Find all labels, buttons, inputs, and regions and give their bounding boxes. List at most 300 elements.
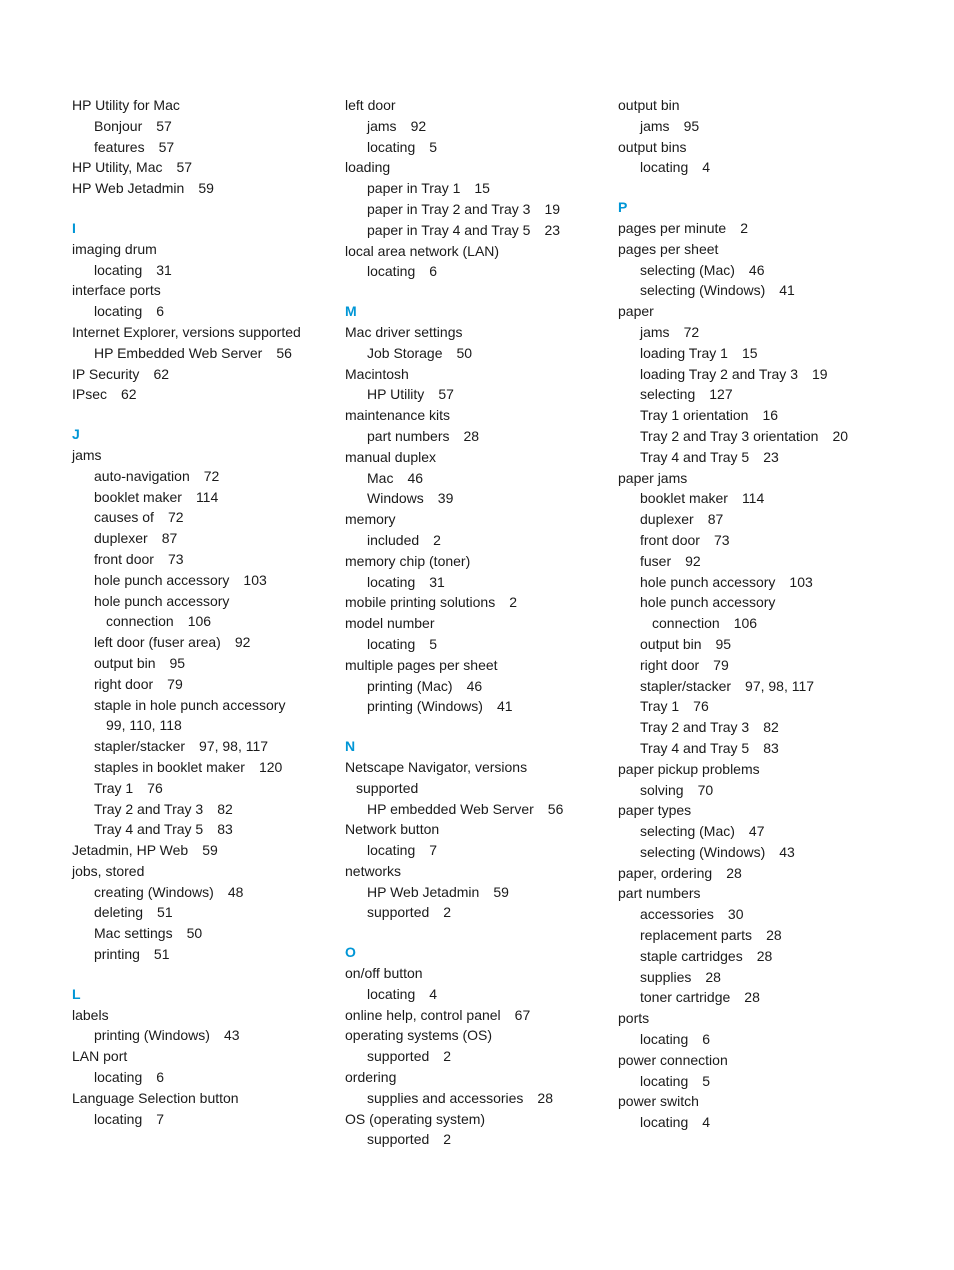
page-reference-link[interactable]: 73: [713, 531, 730, 548]
index-subentry: [618, 260, 888, 281]
page-reference-link[interactable]: 41: [496, 698, 513, 715]
index-entry: [345, 551, 615, 572]
index-term: stapler/stacker: [94, 738, 186, 755]
index-term: on/off button: [345, 965, 423, 982]
index-subentry: [618, 821, 888, 842]
page-reference-link[interactable]: 70: [697, 781, 714, 798]
index-term: IP Security: [72, 365, 140, 382]
page-reference-link[interactable]: 114: [741, 490, 765, 507]
page-reference-link[interactable]: 59: [493, 883, 509, 900]
index-subentry: [72, 944, 342, 965]
page-reference-link[interactable]: 43: [779, 843, 795, 860]
index-term: operating systems (OS): [345, 1027, 493, 1044]
page-reference-link[interactable]: 57: [156, 117, 172, 134]
index-term: output bin: [618, 97, 680, 113]
index-entry: [618, 1091, 888, 1112]
index-term: LAN port: [72, 1048, 128, 1065]
index-subentry: [345, 634, 615, 655]
index-letter-heading: L: [72, 985, 81, 1002]
index-subentry: [345, 116, 615, 137]
page-reference-link[interactable]: 20: [832, 427, 849, 444]
page-reference-link[interactable]: 41: [779, 282, 795, 299]
page-reference-link[interactable]: 57: [158, 138, 175, 155]
page-reference-link[interactable]: 47: [748, 823, 765, 840]
index-term: pages per minute: [618, 219, 727, 236]
index-term: jams: [640, 117, 670, 134]
index-term: Tray 4 and Tray 5: [640, 739, 750, 756]
index-term: supported: [367, 904, 430, 921]
page-reference-link[interactable]: 57: [176, 159, 193, 176]
index-term: printing: [94, 946, 140, 963]
page-reference-link[interactable]: 5: [702, 1072, 711, 1089]
index-subentry: [72, 778, 342, 799]
page-reference-link[interactable]: 23: [763, 448, 779, 465]
page-reference-link[interactable]: 83: [217, 821, 233, 838]
index-term: paper types: [618, 802, 692, 819]
page-reference-link[interactable]: 2: [443, 1048, 452, 1065]
index-entry: [72, 1088, 342, 1109]
index-term: hole punch accessory: [94, 592, 230, 609]
index-subentry: [72, 799, 342, 820]
index-letter-heading: N: [345, 738, 356, 755]
page-reference-link[interactable]: 127: [709, 386, 733, 403]
index-subentry: [72, 301, 342, 322]
index-term: creating (Windows): [94, 883, 214, 900]
index-term: manual duplex: [345, 448, 437, 465]
page-reference-link[interactable]: 106: [187, 613, 212, 630]
index-subentry: [72, 137, 342, 158]
index-term: jams: [640, 323, 670, 340]
index-subentry: [345, 572, 615, 593]
index-subentry: [72, 487, 342, 508]
index-term: Mac driver settings: [345, 323, 463, 340]
index-entry: [618, 468, 888, 489]
page-reference-link[interactable]: 19: [812, 365, 828, 382]
index-term: features: [94, 138, 145, 155]
page-reference-link[interactable]: 46: [407, 469, 424, 486]
page-reference-link[interactable]: 2: [740, 219, 748, 236]
index-subentry: [618, 280, 888, 301]
index-term: selecting (Mac): [640, 823, 735, 840]
page-reference-link[interactable]: 72: [167, 509, 184, 526]
page-reference-link[interactable]: 83: [763, 739, 779, 756]
index-entry: [72, 840, 342, 861]
index-term: networks: [345, 862, 402, 879]
page-reference-link[interactable]: 6: [156, 1069, 165, 1086]
section-gap: [72, 965, 342, 984]
index-term: replacement parts: [640, 927, 753, 944]
index-term: Bonjour: [94, 117, 143, 134]
index-term: HP embedded Web Server: [367, 800, 534, 817]
page-reference-link[interactable]: 72: [203, 467, 220, 484]
page-reference-link[interactable]: 5: [429, 138, 438, 155]
index-letter-heading: O: [345, 944, 356, 961]
index-subentry: [345, 530, 615, 551]
page-reference-link[interactable]: 62: [121, 386, 137, 403]
index-subentry: [345, 426, 615, 447]
index-term: online help, control panel: [345, 1006, 501, 1023]
page-reference-link[interactable]: 15: [474, 180, 490, 197]
index-subentry: [345, 840, 615, 861]
index-term: staple cartridges: [640, 947, 743, 964]
index-term: locating: [367, 842, 416, 859]
index-term: locating: [640, 159, 689, 176]
index-entry: [618, 218, 888, 239]
index-subentry: [345, 468, 615, 489]
page-reference-link[interactable]: 28: [726, 864, 742, 881]
index-letter-heading: P: [618, 199, 628, 216]
index-subentry: [345, 1129, 615, 1150]
index-term: causes of: [94, 509, 154, 526]
index-subentry: [618, 842, 888, 863]
index-subentry: [618, 696, 888, 717]
section-gap: [345, 717, 615, 736]
index-term: part numbers: [618, 885, 701, 902]
index-entry: [618, 95, 888, 116]
page-reference-link[interactable]: 95: [683, 117, 700, 134]
page-reference-link[interactable]: 67: [514, 1006, 531, 1023]
index-term: HP Utility for Mac: [72, 97, 180, 113]
index-term: printing (Windows): [367, 698, 483, 715]
index-subentry: [72, 570, 342, 591]
index-term: output bin: [94, 654, 156, 671]
page-reference-link[interactable]: 7: [429, 842, 438, 859]
page-reference-link[interactable]: 59: [198, 180, 214, 197]
page-reference-link[interactable]: 103: [789, 573, 813, 590]
page-reference-link[interactable]: 48: [227, 883, 244, 900]
index-term: auto-navigation: [94, 467, 190, 484]
index-subentry: [345, 902, 615, 923]
page-reference-link[interactable]: 120: [258, 758, 283, 775]
index-entry: [345, 861, 615, 882]
page-reference-link[interactable]: 39: [437, 490, 454, 507]
index-term: Tray 4 and Tray 5: [640, 448, 750, 465]
index-term: OS (operating system): [345, 1110, 486, 1127]
page-reference-link[interactable]: 2: [509, 594, 517, 611]
page-reference-link[interactable]: 28: [705, 968, 721, 985]
index-term: staples in booklet maker: [94, 758, 245, 775]
index-subentry: [72, 507, 342, 528]
index-subentry: [72, 736, 342, 757]
index-entry: [618, 883, 888, 904]
page-reference-link[interactable]: 76: [693, 698, 709, 715]
page-reference-link[interactable]: 2: [443, 904, 452, 921]
index-term: Tray 2 and Tray 3: [94, 800, 204, 817]
index-term: connection: [106, 613, 174, 630]
index-subentry: [345, 261, 615, 282]
index-subentry: [72, 343, 342, 364]
page-reference-link[interactable]: 46: [748, 261, 765, 278]
index-subentry: [72, 882, 342, 903]
index-entry: [72, 280, 342, 301]
index-subentry: [618, 946, 888, 967]
index-entry: [618, 301, 888, 322]
index-term: model number: [345, 615, 435, 632]
index-term: multiple pages per sheet: [345, 656, 498, 673]
index-term: stapler/stacker: [640, 677, 732, 694]
index-entry: [345, 613, 615, 634]
page-reference-link[interactable]: 6: [702, 1031, 711, 1048]
page-reference-link[interactable]: 62: [153, 365, 170, 382]
index-subentry: [345, 137, 615, 158]
index-term: paper, ordering: [618, 864, 713, 881]
index-term: Netscape Navigator, versions: [345, 758, 528, 775]
index-subentry: [72, 674, 342, 695]
index-term: pages per sheet: [618, 240, 719, 257]
index-term: selecting: [640, 386, 696, 403]
index-term: paper in Tray 2 and Tray 3: [367, 200, 531, 217]
index-entry: [72, 95, 342, 116]
index-entry: [72, 322, 342, 343]
index-term: left door: [345, 97, 396, 113]
index-term: IPsec: [72, 386, 108, 403]
page-reference-link[interactable]: 79: [713, 656, 729, 673]
index-term: locating: [94, 1069, 143, 1086]
index-subentry: [345, 178, 615, 199]
index-subentry: [618, 925, 888, 946]
page-reference-link[interactable]: 114: [195, 488, 219, 505]
index-entry: [72, 384, 342, 405]
index-subentry: [345, 488, 615, 509]
page-reference-link[interactable]: 28: [766, 927, 782, 944]
index-term: supported: [356, 779, 419, 796]
page-reference-link[interactable]: 2: [433, 531, 441, 548]
index-entry: [618, 1008, 888, 1029]
index-entry: [345, 364, 615, 385]
index-subentry: [618, 1071, 888, 1092]
page-reference-link[interactable]: 92: [234, 634, 251, 651]
page-reference-link[interactable]: 30: [727, 906, 744, 923]
index-term: paper in Tray 4 and Tray 5: [367, 221, 531, 238]
index-subentry: [72, 757, 342, 778]
page-reference-link[interactable]: 50: [186, 925, 203, 942]
page-reference-link[interactable]: 28: [744, 989, 760, 1006]
index-subentry: [618, 157, 888, 178]
index-term: toner cartridge: [640, 989, 731, 1006]
page-reference-link[interactable]: 82: [763, 719, 779, 736]
index-subentry: [618, 987, 888, 1008]
index-subentry: [618, 1029, 888, 1050]
page-reference-link[interactable]: 4: [429, 985, 438, 1002]
page-reference-link[interactable]: 59: [202, 842, 218, 859]
page-reference-link[interactable]: 106: [733, 615, 758, 632]
index-subentry: [618, 116, 888, 137]
index-term: output bins: [618, 138, 687, 155]
index-entry: [345, 963, 615, 984]
page-reference-link[interactable]: 28: [537, 1089, 553, 1106]
index-term: locating: [640, 1072, 689, 1089]
index-entry: [345, 1109, 615, 1130]
index-subentry: [72, 695, 342, 716]
page-reference-link[interactable]: 4: [702, 159, 711, 176]
page-reference-link[interactable]: 15: [741, 344, 758, 361]
index-subentry: [72, 549, 342, 570]
page-reference-link[interactable]: 72: [683, 323, 700, 340]
page-reference-link[interactable]: 95: [169, 654, 186, 671]
index-term: paper jams: [618, 469, 688, 486]
index-subentry: [72, 116, 342, 137]
index-column-2: [345, 95, 615, 1150]
index-term: locating: [94, 1110, 143, 1127]
index-term: Tray 1 orientation: [640, 407, 749, 424]
index-entry: [618, 863, 888, 884]
index-subentry: [618, 634, 888, 655]
index-entry: [345, 757, 615, 778]
index-term: Tray 1: [640, 698, 680, 715]
index-entry: [618, 800, 888, 821]
index-subentry: [618, 613, 888, 634]
page-reference-link[interactable]: 4: [702, 1114, 711, 1131]
index-term: locating: [367, 635, 416, 652]
page-reference-link[interactable]: 7: [156, 1110, 165, 1127]
page-reference-link[interactable]: 82: [217, 800, 233, 817]
page-reference-link[interactable]: 92: [410, 117, 427, 134]
section-gap: [72, 199, 342, 218]
page-reference-link[interactable]: 87: [707, 511, 724, 528]
index-subentry: [345, 1046, 615, 1067]
page-reference-link[interactable]: 56: [547, 800, 564, 817]
index-subentry: [618, 655, 888, 676]
index-subentry: [345, 343, 615, 364]
index-term: selecting (Windows): [640, 282, 766, 299]
page-reference-link[interactable]: 87: [161, 530, 178, 547]
index-subentry: [72, 632, 342, 653]
page-reference-link[interactable]: 50: [456, 344, 473, 361]
index-term: HP Utility, Mac: [72, 159, 163, 176]
index-term: loading Tray 1: [640, 344, 728, 361]
index-entry: [72, 445, 342, 466]
index-subentry: [618, 967, 888, 988]
index-entry: [345, 95, 615, 116]
page-reference-link[interactable]: 92: [685, 552, 701, 569]
index-term: local area network (LAN): [345, 242, 500, 259]
index-subentry: [345, 220, 615, 241]
index-term: front door: [640, 531, 700, 548]
index-subentry: [618, 447, 888, 468]
page-reference-link[interactable]: 28: [463, 427, 480, 444]
index-term: right door: [94, 675, 154, 692]
index-subentry: [72, 902, 342, 923]
index-entry: [72, 1005, 342, 1026]
page-reference-link[interactable]: 5: [429, 635, 438, 652]
page-reference-link[interactable]: 97, 98, 117: [199, 738, 269, 755]
page-reference-link[interactable]: 73: [167, 550, 184, 567]
index-subentry: [618, 488, 888, 509]
index-term: HP Utility: [367, 386, 425, 403]
index-subentry: [72, 260, 342, 281]
index-term: Jetadmin, HP Web: [72, 842, 189, 859]
index-subentry: [72, 466, 342, 487]
page-reference-link[interactable]: 19: [544, 200, 561, 217]
page-reference-link[interactable]: 16: [762, 407, 779, 424]
index-subentry: [618, 904, 888, 925]
index-subentry: [618, 509, 888, 530]
index-subentry: [618, 364, 888, 385]
index-subentry: [72, 819, 342, 840]
index-entry: [345, 1005, 615, 1026]
page-reference-link[interactable]: 28: [756, 947, 773, 964]
page-reference-link[interactable]: 56: [276, 344, 292, 361]
index-term: hole punch accessory: [640, 594, 776, 611]
index-subentry: [345, 384, 615, 405]
page-reference-link[interactable]: 6: [156, 303, 165, 320]
page-reference-link[interactable]: 31: [156, 261, 172, 278]
index-term: ordering: [345, 1069, 397, 1086]
page-reference-link[interactable]: 51: [157, 904, 173, 921]
index-term: Language Selection button: [72, 1089, 239, 1106]
page-reference-link[interactable]: 103: [243, 571, 267, 588]
index-term: Windows: [367, 490, 424, 507]
index-subentry: [72, 1109, 342, 1130]
index-term: printing (Windows): [94, 1027, 210, 1044]
index-term: memory chip (toner): [345, 552, 471, 569]
index-term: jams: [72, 446, 102, 463]
index-term: supported: [367, 1048, 430, 1065]
index-term: printing (Mac): [367, 677, 453, 694]
page-reference-link[interactable]: 6: [429, 263, 438, 280]
index-subentry: [618, 738, 888, 759]
index-term: output bin: [640, 635, 702, 652]
index-term: fuser: [640, 552, 672, 569]
index-term: loading Tray 2 and Tray 3: [640, 365, 798, 382]
page-reference-link[interactable]: 2: [443, 1131, 452, 1148]
index-subentry: [72, 591, 342, 612]
index-term: included: [367, 531, 420, 548]
index-letter-heading: I: [72, 219, 76, 236]
page-reference-link[interactable]: 79: [167, 675, 183, 692]
index-term: paper in Tray 1: [367, 180, 461, 197]
index-subentry: [345, 199, 615, 220]
index-term: HP Web Jetadmin: [367, 883, 480, 900]
index-entry: [72, 157, 342, 178]
page-reference-link[interactable]: 97, 98, 117: [745, 677, 815, 694]
index-term: mobile printing solutions: [345, 594, 496, 611]
index-entry: [618, 137, 888, 158]
index-subentry: [618, 1112, 888, 1133]
index-term: Tray 1: [94, 779, 134, 796]
index-subentry: [345, 799, 615, 820]
section-gap: [618, 178, 888, 197]
page-reference-link[interactable]: 57: [438, 386, 454, 403]
page-reference-link[interactable]: 43: [223, 1027, 240, 1044]
page-reference-link[interactable]: 51: [153, 946, 170, 963]
index-entry: [618, 759, 888, 780]
page-reference-link[interactable]: 76: [147, 779, 163, 796]
index-entry: [72, 178, 342, 199]
index-term: deleting: [94, 904, 144, 921]
page-reference-link[interactable]: 95: [715, 635, 732, 652]
index-subentry: [345, 882, 615, 903]
page-reference-link[interactable]: 23: [544, 221, 561, 238]
index-column-3: [618, 95, 888, 1133]
index-term: maintenance kits: [345, 407, 451, 424]
index-subentry: [618, 780, 888, 801]
index-term: locating: [94, 303, 143, 320]
index-subentry: [618, 676, 888, 697]
index-subentry: [618, 530, 888, 551]
index-subentry: [345, 696, 615, 717]
index-entry: [618, 1050, 888, 1071]
index-entry: [72, 1046, 342, 1067]
index-subentry: [72, 923, 342, 944]
index-term: Tray 2 and Tray 3 orientation: [640, 427, 819, 444]
index-term: selecting (Windows): [640, 843, 766, 860]
index-subentry: [618, 322, 888, 343]
page-reference-link[interactable]: 31: [429, 573, 445, 590]
index-entry: [345, 509, 615, 530]
page-reference-link[interactable]: 46: [466, 677, 483, 694]
index-term: 99, 110, 118: [106, 717, 182, 734]
